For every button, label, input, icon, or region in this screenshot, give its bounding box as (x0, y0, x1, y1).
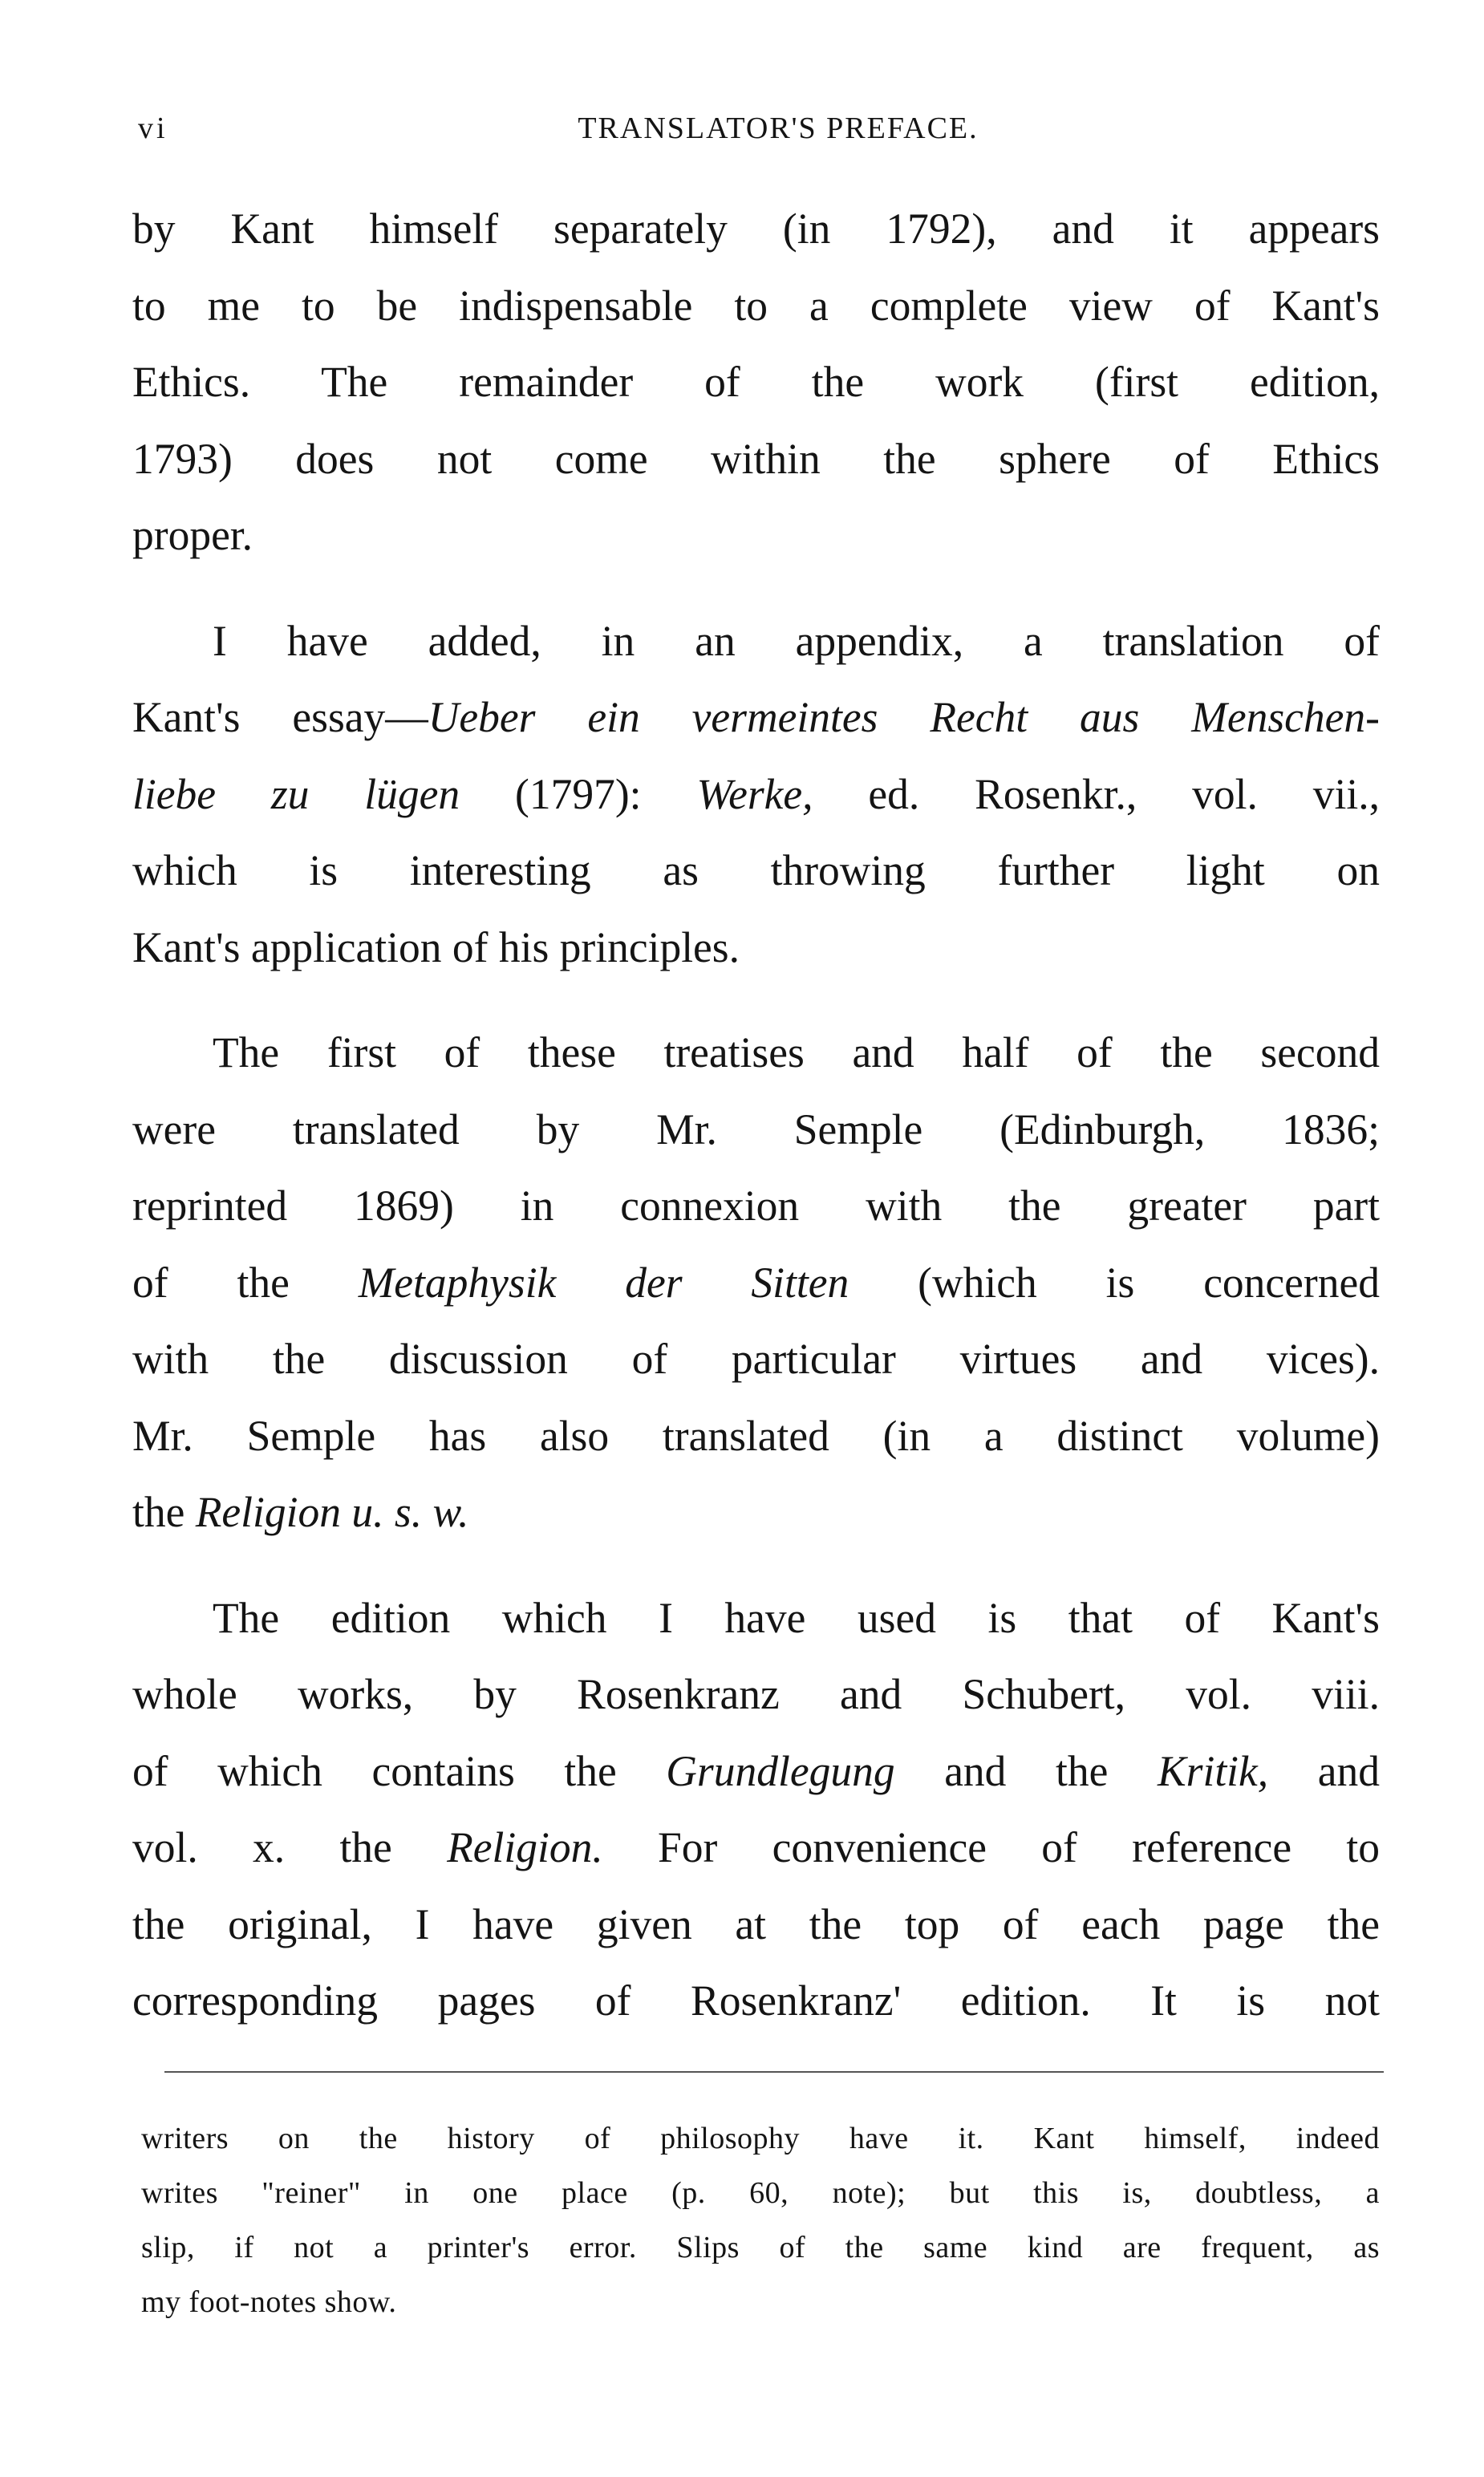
text-line: 1793) does not come within the sphere of Ethics (132, 434, 1380, 483)
footnote-line: my foot-notes show. (141, 2285, 397, 2319)
text-line: of the Metaphysik der Sitten (which is concerned (132, 1258, 1380, 1307)
text-line: corresponding pages of Rosenkranz' edition. It is not (132, 1976, 1380, 2025)
italic-title: Grundlegung (666, 1746, 895, 1795)
text-line: The edition which I have used is that of Kant's (213, 1593, 1380, 1642)
text-line: reprinted 1869) in connexion with the greater part (132, 1182, 1380, 1230)
text-line: the Religion u. s. w. (132, 1488, 469, 1536)
text-line: the original, I have given at the top of each page the (132, 1899, 1380, 1948)
footnote-line: slip, if not a printer's error. Slips of the same kind are frequent, as (141, 2231, 1380, 2264)
text-line: by Kant himself separately (in 1792), and it appears (132, 205, 1380, 253)
text-line: I have added, in an appendix, a translation of (213, 616, 1380, 665)
text-line: whole works, by Rosenkranz and Schubert, vol. viii. (132, 1670, 1380, 1718)
footnote-line: writers on the history of philosophy have it. Kant himself, indeed (141, 2122, 1380, 2155)
text-line: vol. x. the Religion. For convenience of reference to (132, 1823, 1380, 1871)
page-number: vi (138, 111, 168, 145)
text-line: with the discussion of particular virtues and vices). (132, 1335, 1380, 1383)
footnote-line: writes "reiner" in one place (p. 60, note); but this is, doubtless, a (141, 2176, 1380, 2210)
footnote-divider (164, 2071, 1384, 2073)
text-line: The first of these treatises and half of the second (213, 1028, 1380, 1076)
body-text (132, 191, 1380, 2040)
text-line: liebe zu lügen (1797): Werke, ed. Rosenkr., vol. vii., (132, 769, 1380, 818)
text-line: proper. (132, 511, 253, 559)
italic-title: Metaphysik der Sitten (358, 1258, 849, 1307)
text-line: Kant's essay—Ueber ein vermeintes Recht aus Menschen- (132, 693, 1380, 741)
italic-title: Religion u. s. w. (195, 1488, 469, 1536)
italic-title: liebe zu lügen (132, 769, 460, 818)
text-line: to me to be indispensable to a complete view of Kant's (132, 281, 1380, 330)
running-header (128, 111, 1380, 159)
text-line: Mr. Semple has also translated (in a distinct volume) (132, 1411, 1380, 1460)
footnote (141, 2111, 1380, 2329)
italic-title: Religion. (447, 1823, 603, 1871)
text-line: were translated by Mr. Semple (Edinburgh, 1836; (132, 1105, 1380, 1153)
text-line: which is interesting as throwing further light on (132, 846, 1380, 894)
text-line: Kant's application of his principles. (132, 922, 740, 971)
running-title: TRANSLATOR'S PREFACE. (578, 111, 979, 145)
italic-title: Kritik, (1157, 1746, 1269, 1795)
italic-title: Werke, (696, 769, 813, 818)
italic-title: Ueber ein vermeintes Recht aus Menschen- (428, 693, 1380, 741)
text-line: Ethics. The remainder of the work (first edition, (132, 358, 1380, 406)
text-line: of which contains the Grundlegung and the Kritik, and (132, 1746, 1380, 1795)
